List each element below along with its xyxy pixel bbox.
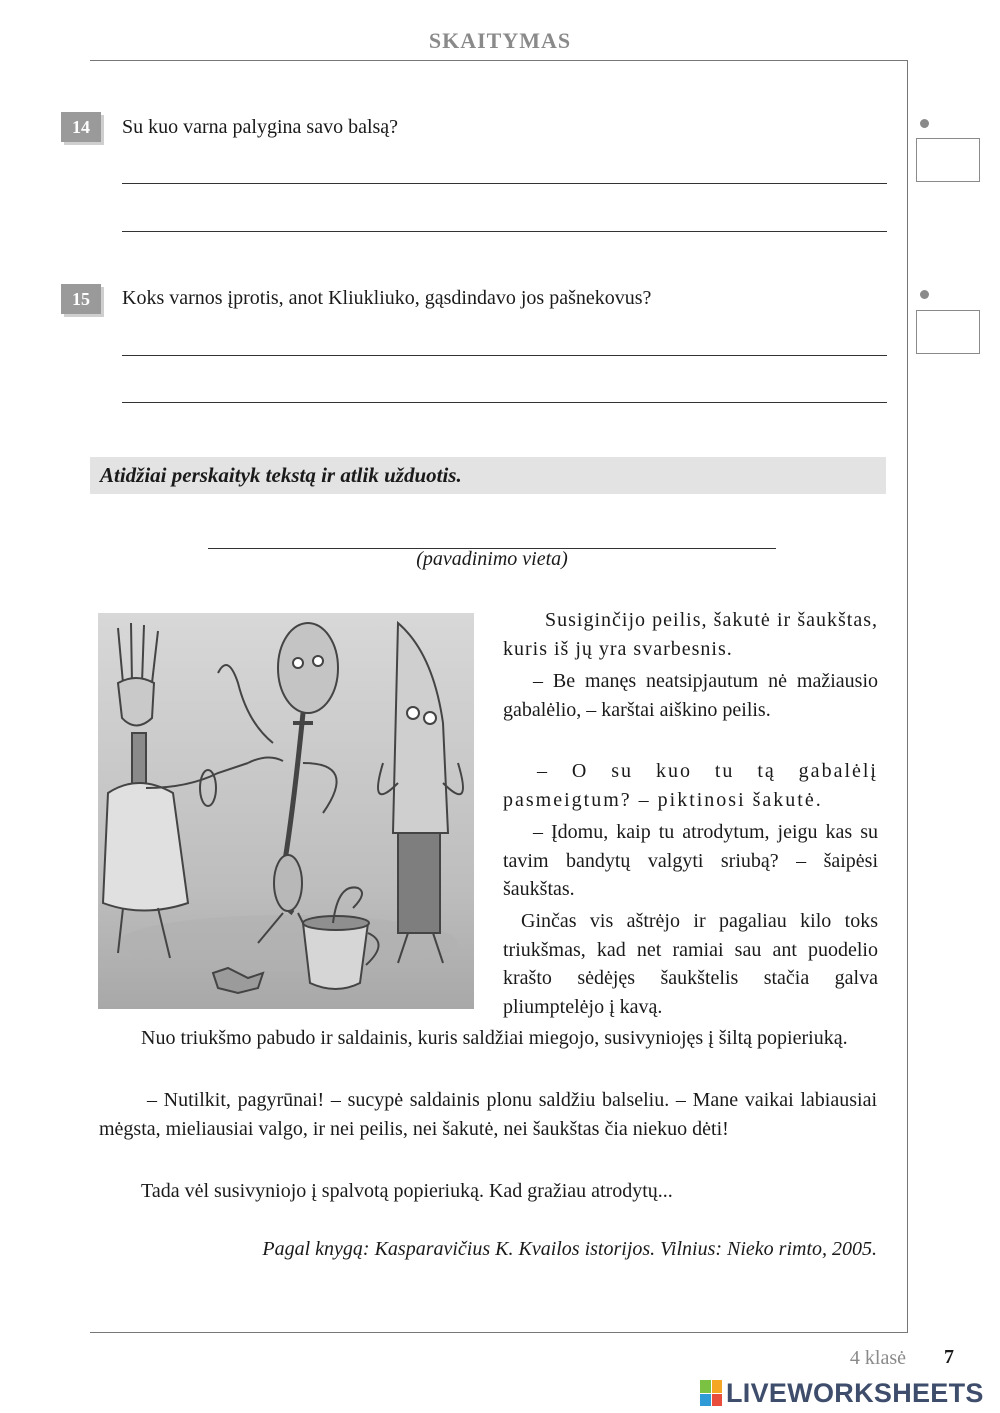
source-citation: Pagal knygą: Kasparavičius K. Kvailos istorijos. Vilnius: Nieko rimto, 2005. bbox=[262, 1238, 877, 1260]
score-box-14[interactable] bbox=[916, 138, 980, 182]
answer-line-14-2[interactable] bbox=[122, 231, 887, 232]
brand-watermark bbox=[700, 1378, 984, 1408]
grade-label: 4 klasė bbox=[849, 1347, 906, 1369]
story-paragraph-5: Ginčas vis aštrėjo ir pagaliau kilo toks triukšmas, kad net ramiai sau ant puodelio krašto sėdėjęs šaukštelis stačia galva pliumptelėjo į kavą. bbox=[503, 910, 878, 1018]
story-paragraph-3: – O su kuo tu tą gabalėlį pasmeigtum? – piktinosi šakutė. bbox=[503, 760, 878, 811]
brand-name: LIVEWORKSHEETS bbox=[726, 1377, 984, 1408]
answer-line-15-1[interactable] bbox=[122, 355, 887, 356]
question-14-text: Su kuo varna palygina savo balsą? bbox=[122, 116, 399, 138]
right-margin-line bbox=[907, 60, 908, 1333]
story-paragraph-1: Susiginčijo peilis, šakutė ir šaukštas, kuris iš jų yra svarbesnis. bbox=[503, 609, 878, 660]
cutlery-illustration bbox=[98, 613, 474, 1009]
bottom-divider bbox=[90, 1332, 908, 1333]
brand-logo-icon bbox=[700, 1380, 722, 1406]
score-dot-15 bbox=[920, 290, 929, 299]
question-15-text: Koks varnos įprotis, anot Kliukliuko, gąsdindavo jos pašnekovus? bbox=[122, 287, 652, 309]
story-paragraph-4: – Įdomu, kaip tu atrodytum, jeigu kas su tavim bandytų valgyti sriubą? – šaipėsi šaukštas. bbox=[503, 821, 878, 900]
story-paragraph-8: Tada vėl susivyniojo į spalvotą popieriuką. Kad gražiau atrodytų... bbox=[141, 1180, 673, 1202]
story-paragraph-7: – Nutilkit, pagyrūnai! – sucypė saldainis plonu saldžiu balseliu. – Mane vaikai labiausiai mėgsta, mieliausiai valgo, ir nei peilis, nei šakutė, nei šaukštas čia niekuo dėti! bbox=[99, 1089, 877, 1140]
question-number-14: 14 bbox=[61, 112, 101, 142]
question-number-15: 15 bbox=[61, 284, 101, 314]
answer-line-15-2[interactable] bbox=[122, 402, 887, 403]
top-divider bbox=[90, 60, 908, 61]
title-placeholder: (pavadinimo vieta) bbox=[416, 548, 568, 570]
score-box-15[interactable] bbox=[916, 310, 980, 354]
page-number: 7 bbox=[944, 1346, 954, 1368]
instruction-banner: Atidžiai perskaityk tekstą ir atlik užduotis. bbox=[90, 457, 886, 494]
story-paragraph-6: Nuo triukšmo pabudo ir saldainis, kuris saldžiai miegojo, susivyniojęs į šiltą popieriuką. bbox=[141, 1027, 848, 1049]
section-title: SKAITYMAS bbox=[428, 28, 572, 53]
story-paragraph-2: – Be manęs neatsipjautum nė mažiausio gabalėlio, – karštai aiškino peilis. bbox=[503, 670, 878, 721]
answer-line-14-1[interactable] bbox=[122, 183, 887, 184]
score-dot-14 bbox=[920, 119, 929, 128]
